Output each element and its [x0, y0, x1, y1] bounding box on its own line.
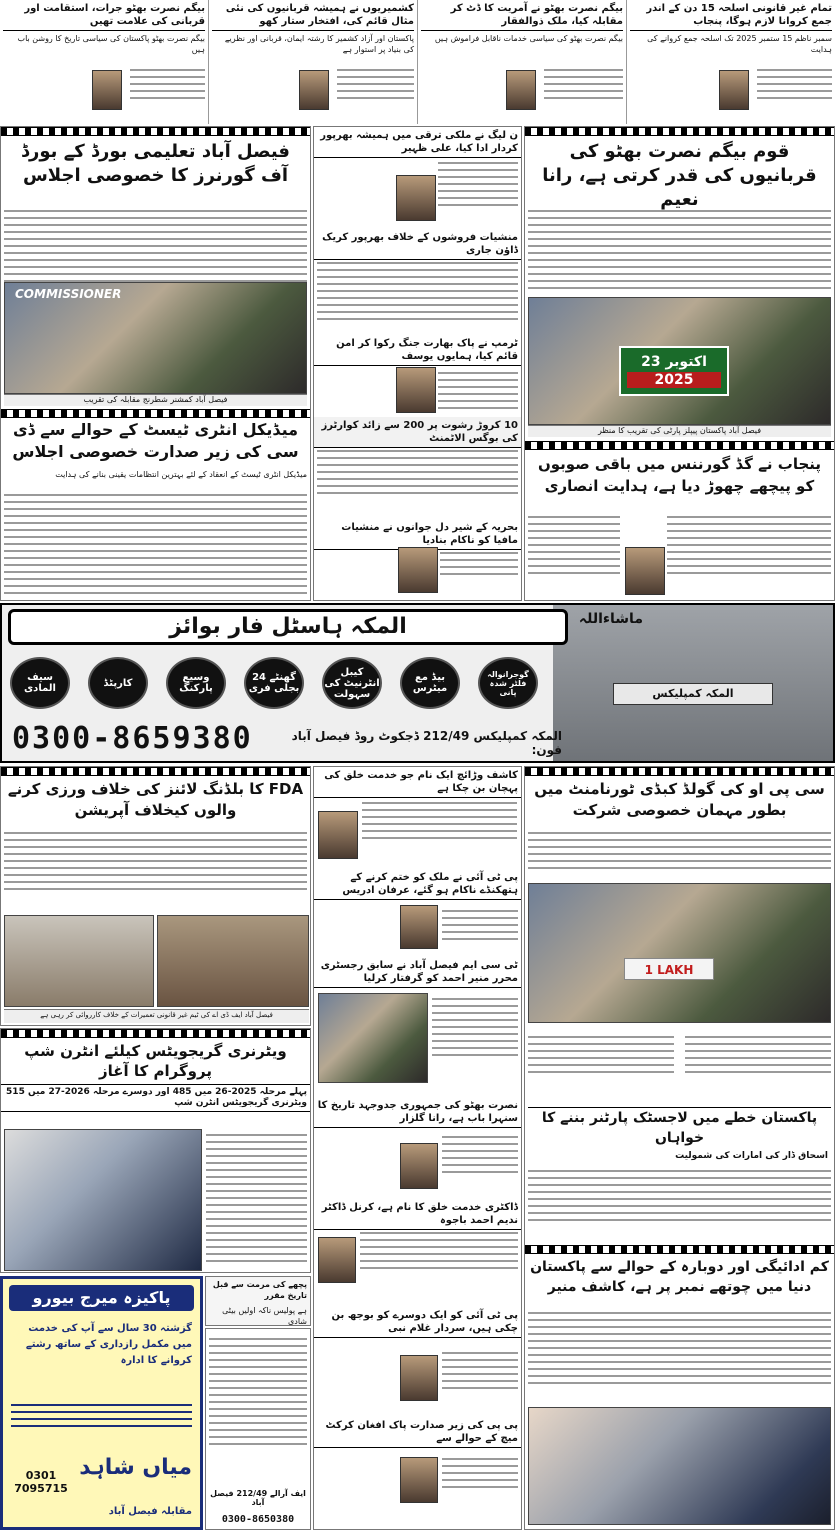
portrait-photo [396, 175, 436, 221]
feature-badge: بیڈ مع میٹرس [400, 657, 460, 709]
story-text [317, 257, 518, 325]
decorative-stripe [525, 441, 834, 450]
story-headline: منشیات فروشوں کے خلاف بھرپور کریک ڈاؤن جاری [314, 229, 521, 260]
building-image [553, 605, 833, 761]
photo-caption: فیصل آباد پاکستان پیپلز پارٹی کی تقریب کا منظر [528, 425, 831, 437]
right-main-section [524, 126, 835, 601]
story-subhead: بیگم نصرت بھٹو پاکستان کی سیاسی تاریخ کا روشن باب ہیں [17, 34, 205, 54]
portrait-photo [318, 1237, 356, 1283]
story-headline: ڈاکٹری خدمت خلق کا نام ہے، کرنل ڈاکٹر ندیم احمد باجوہ [314, 1199, 521, 1230]
bureau-phone[interactable]: 0301 7095715 [14, 1469, 68, 1495]
feature-badge: وسیع پارکنگ [166, 657, 226, 709]
bureau-title: پاکیزہ میرج بیورو [9, 1285, 194, 1311]
story-text [4, 489, 307, 599]
right-main-headline: قوم بیگم نصرت بھٹو کی قربانیوں کی قدر کرتی ہے، رانا نعیم [542, 141, 817, 210]
fda-headline: FDA کا بلڈنگ لائنز کی خلاف ورزی کرنے والوں کیخلاف آپریشن [7, 780, 304, 819]
left-main-section [0, 126, 311, 601]
story-text [438, 157, 518, 211]
notice-address: ایف آرالے 212/49 فیصل آباد [210, 1489, 306, 1507]
masha-allah: ماشاءاللہ [578, 611, 643, 627]
feature-badge: گوجرانوالہ فلٹر شدہ پانی [478, 657, 538, 709]
story-text [440, 547, 518, 580]
story-text [362, 797, 517, 844]
story-text [4, 205, 307, 287]
portrait-photo [625, 547, 665, 595]
left-second-text: میڈیکل انٹری ٹیسٹ کے انعقاد کے لئے بہترین انتظامات یقینی بنانے کی ہدایت [55, 470, 307, 479]
story-text [528, 1031, 674, 1078]
story-text [528, 1307, 831, 1389]
portrait-photo [506, 70, 536, 110]
bureau-lines [11, 1399, 192, 1432]
lower-left-section-2 [0, 1028, 311, 1273]
top-story-3 [418, 0, 627, 124]
portrait-photo [396, 367, 436, 413]
vet-headline: ویٹرنری گریجویٹس کیلئے انٹرن شپ پروگرام کا آغاز [24, 1042, 287, 1080]
portrait-photo [398, 547, 438, 593]
story-headline: تمام غیر قانونی اسلحہ 15 دن کے اندر جمع کروانا لازم ہوگا، پنجاب [630, 2, 832, 31]
left-main-headline: فیصل آباد تعلیمی بورڈ کے بورڈ آف گورنرز کا خصوصی اجلاس [21, 141, 290, 186]
story-text [757, 64, 832, 104]
story-headline: بحریہ کے شیر دل جوانوں نے منشیات مافیا کو ناکام بنادیا [314, 519, 521, 550]
feature-badge: 24 گھنٹے بجلی فری [244, 657, 304, 709]
bureau-name: میاں شاہد [79, 1455, 192, 1480]
seminar-photo [528, 1407, 831, 1525]
cpo-headline: سی پی او کی گولڈ کبڈی ٹورنامنٹ میں بطور مہمان خصوصی شرکت [534, 780, 825, 819]
story-text [206, 1129, 307, 1267]
right-second-headline: پنجاب نے گڈ گورننس میں باقی صوبوں کو پیچھے چھوڑ دیا ہے، ہدایت انصاری [537, 455, 822, 495]
portrait-photo [400, 1457, 438, 1503]
story-text [442, 905, 518, 945]
story-text [317, 445, 518, 499]
story-text [528, 511, 620, 579]
rally-banner [619, 346, 729, 396]
hostel-phone[interactable]: 0300-8659380 [12, 721, 253, 756]
story-text [337, 64, 414, 104]
story-headline: بیگم نصرت بھٹو نے آمریت کا ڈٹ کر مقابلہ کیا، ملک ذوالفقار [421, 2, 623, 31]
top-story-2 [209, 0, 418, 124]
decorative-stripe [1, 409, 310, 418]
story-headline: 10 کروڑ رشوت پر 200 سے زائد کوارٹرز کی بوگس الاٹمنٹ [314, 417, 521, 448]
event-photo [4, 282, 307, 394]
decorative-stripe [525, 127, 834, 136]
story-text [4, 827, 307, 895]
story-text [442, 1347, 518, 1394]
decorative-stripe [1, 767, 310, 776]
vet-subhead: پہلے مرحلہ 2025-26 میں 485 اور دوسرے مرحلہ 2026-27 میں 515 ویٹرنری گریجویٹس انٹرن شپ [1, 1084, 310, 1112]
story-subhead: پاکستان اور آزاد کشمیر کا رشتہ ایمان، قربانی اور نظریے کی بنیاد پر استوار ہے [224, 34, 414, 54]
story-text [442, 1453, 518, 1493]
notice-phone[interactable]: 0300-8650380 [221, 1514, 295, 1525]
top-story-1 [0, 0, 209, 124]
cheque-ceremony-photo [528, 883, 831, 1023]
banner-date: 23 اکتوبر [641, 354, 707, 370]
story-headline: پی ٹی آئی کو ایک دوسرے کو بوجھ بن چکی ہیں، سردار غلام نبی [314, 1307, 521, 1338]
left-second-headline: میڈیکل انٹری ٹیسٹ کے حوالے سے ڈی سی کی زیر صدارت خصوصی اجلاس [12, 420, 299, 461]
story-subhead: سمبر ناظم 15 ستمبر 2025 تک اسلحہ جمع کروانے کی ہدایت [647, 34, 832, 54]
photo-caption: فیصل آباد ایف ڈی اے کی ٹیم غیر قانونی تعمیرات کے خلاف کارروائی کر رہی ہے [4, 1009, 309, 1023]
portrait-photo [92, 70, 122, 110]
cheque-text: 1 LAKH [624, 958, 714, 980]
story-headline: بیگم نصرت بھٹو جرات، استقامت اور قربانی کی علامت تھیں [3, 2, 205, 31]
feature-badge: سیف المادی [10, 657, 70, 709]
portrait-photo [318, 811, 358, 859]
notice-text: پچھے کی مرمت سے قبل تاریخ مقرر [212, 1280, 307, 1300]
story-headline: کشمیریوں نے ہمیشہ قربانیوں کی نئی مثال قائم کی، افتخار ستار کھو [212, 2, 414, 31]
story-text [438, 367, 518, 414]
logistics-subhead: اسحاق ڈار کی امارات کی شمولیت [675, 1151, 828, 1161]
story-text [360, 1227, 518, 1274]
photo-banner-text: COMMISSIONER [15, 287, 122, 301]
lower-right-section [524, 766, 835, 1530]
feature-badge: کیبل انٹرنیٹ کی سہولت [322, 657, 382, 709]
story-text [528, 205, 831, 294]
building-photo [4, 915, 154, 1007]
small-notice-2 [205, 1328, 311, 1530]
marriage-bureau-ad[interactable] [0, 1276, 203, 1530]
story-text [685, 1031, 831, 1078]
construction-photo [157, 915, 309, 1007]
portrait-photo [400, 905, 438, 949]
story-text [432, 993, 518, 1061]
rally-photo [528, 297, 831, 425]
portrait-photo [299, 70, 329, 110]
photo-caption: فیصل آباد کمشنر شطرنج مقابلہ کی تقریب [4, 394, 307, 406]
decorative-stripe [1, 1029, 310, 1038]
story-text [442, 1131, 518, 1178]
story-headline: پی پی کی زیر صدارت پاک افغان کرکٹ میچ کے حوالے سے [314, 1417, 521, 1448]
portrait-photo [719, 70, 749, 110]
small-notice-1 [205, 1276, 311, 1326]
lower-middle-column [313, 766, 522, 1530]
top-story-4 [627, 0, 835, 124]
portrait-photo [400, 1355, 438, 1401]
story-headline: ٹی سی ایم فیصل آباد نے سابق رجسٹری محرر منیر احمد کو گرفتار کرلیا [314, 957, 521, 988]
story-headline: ٹرمپ نے پاک بھارت جنگ رکوا کر امن قائم کیا، ہمایوں یوسف [314, 335, 521, 366]
story-text [130, 64, 205, 104]
kashif-headline: کم ادائیگی اور دوبارہ کے حوالے سے پاکستان دنیا میں چوتھے نمبر پر ہے، کاشف منیر [530, 1259, 829, 1295]
decorative-stripe [1, 127, 310, 136]
story-text [667, 511, 831, 579]
decorative-stripe [525, 767, 834, 776]
logistics-headline: پاکستان خطے میں لاجسٹک پارٹنر بننے کا خواہاں [528, 1107, 831, 1148]
story-text [528, 827, 831, 874]
notice-lines [209, 1333, 307, 1450]
story-subhead: بیگم نصرت بھٹو کی سیاسی خدمات ناقابل فراموش ہیں [434, 34, 623, 43]
portrait-photo [400, 1143, 438, 1189]
story-headline: کاشف وڑائچ ایک نام جو خدمت خلق کی پہچان بن چکا ہے [314, 767, 521, 798]
bureau-body: گزشتہ 30 سال سے آپ کی خدمت میں مکمل رازداری کے ساتھ رشتے کروانے کا ادارہ [25, 1323, 192, 1366]
story-headline: پی ٹی آئی نے ملک کو ختم کرنے کے ہتھکنڈے ناکام ہو گئے، عرفان ادریس [314, 869, 521, 900]
story-headline: ن لیگ نے ملکی ترقی میں ہمیشہ بھرپور کردار ادا کیا، علی ظہیر [314, 127, 521, 158]
banner-year: 2025 [627, 372, 721, 388]
decorative-stripe [525, 1245, 834, 1254]
building-sign: المکہ کمپلیکس [613, 683, 773, 705]
hostel-advertisement[interactable] [0, 603, 835, 763]
story-headline: نصرت بھٹو کی جمہوری جدوجہد تاریخ کا سنہرا باب ہے، رانا گلزار [314, 1097, 521, 1128]
story-text [544, 64, 623, 104]
hostel-title: المکہ ہاسٹل فار بوائز [8, 609, 568, 645]
bureau-city: مقابلہ فیصل آباد [108, 1506, 192, 1517]
story-text [528, 1165, 831, 1226]
middle-column [313, 126, 522, 601]
handshake-photo [4, 1129, 202, 1271]
hostel-address: المکہ کمپلیکس 212/49 ڈجکوٹ روڈ فیصل آباد فون: [291, 729, 562, 757]
feature-badge: کارپٹڈ [88, 657, 148, 709]
arrest-photo [318, 993, 428, 1083]
notice-text: ہے پولیس ناکہ اولیں بیٹی شادی [222, 1306, 307, 1326]
lower-left-section [0, 766, 311, 1026]
